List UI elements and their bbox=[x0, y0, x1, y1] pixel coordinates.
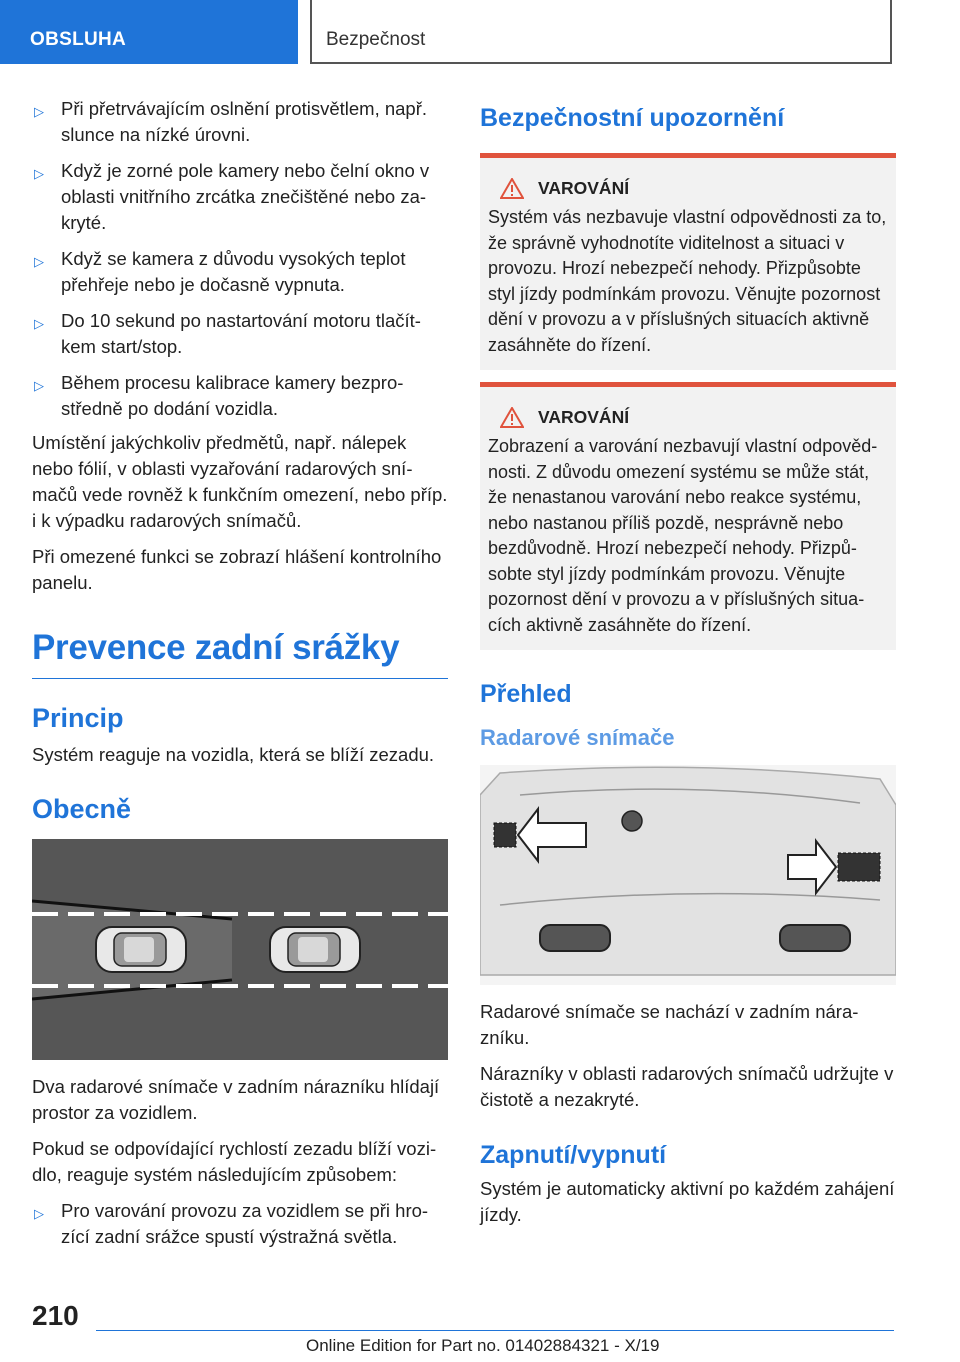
list-item: ▷ Při přetrvávajícím oslnění protisvětlem, např. slunce na nízké úrovni. bbox=[34, 98, 428, 145]
subheading-prehled: Přehled bbox=[480, 680, 572, 708]
condition-list bbox=[32, 96, 448, 422]
warning-title: VAROVÁNÍ bbox=[538, 178, 630, 198]
body-paragraph: Systém reaguje na vozidla, která se blíží zezadu. bbox=[32, 744, 435, 765]
body-paragraph: Radarové snímače se nachází v zadním nárazníku. bbox=[480, 1001, 859, 1048]
warning-triangle-icon bbox=[500, 407, 524, 428]
right-column bbox=[480, 104, 896, 1238]
body-paragraph: Dva radarové snímače v zadním nárazníku hlídají prostor za vozidlem. bbox=[32, 1076, 440, 1123]
edition-note: Online Edition for Part no. 01402884321 - X/19 bbox=[306, 1336, 660, 1355]
page-number: 210 bbox=[32, 1300, 79, 1331]
list-item: ▷ Pro varování provozu za vozidlem se při hrozící zadní srážce spustí výstražná světla. bbox=[34, 1200, 429, 1247]
warning-box bbox=[480, 153, 896, 370]
rear-collision-illustration bbox=[32, 839, 448, 1060]
body-paragraph: Umístění jakýchkoliv předmětů, např. nálepek nebo fólií, v oblasti vyzařování radarových snímačů vede rovněž k funkčním omezení, nebo příp. i k výpadku radarových snímačů. bbox=[32, 432, 448, 531]
triangle-bullet-icon: ▷ bbox=[34, 254, 44, 269]
body-paragraph: Systém je automaticky aktivní po každém zahájení jízdy. bbox=[480, 1178, 895, 1225]
warning-text: Systém vás nezbavuje vlastní odpovědnosti za to, že správně vyhodnotíte viditelnost a situaci v provozu. Hrozí nebezpečí nehody. Přizpůsobte styl jízdy podmínkám provozu. Věnujte pozornost dění v provozu a v příslušných situacích aktivně zasáhněte do řízení. bbox=[488, 207, 887, 355]
body-paragraph: Pokud se odpovídající rychlostí zezadu blíží vozidlo, reaguje systém následujícím způsobem: bbox=[32, 1138, 437, 1185]
subheading-radar: Radarové snímače bbox=[480, 725, 675, 750]
subheading-safety: Bezpečnostní upozornění bbox=[480, 104, 785, 132]
section-heading: Prevence zadní srážky bbox=[32, 628, 448, 679]
triangle-bullet-icon: ▷ bbox=[34, 316, 44, 331]
warning-box bbox=[480, 382, 896, 650]
triangle-bullet-icon: ▷ bbox=[34, 378, 44, 393]
subheading-zapnuti: Zapnutí/vypnutí bbox=[480, 1141, 667, 1169]
warning-text: Zobrazení a varování nezbavují vlastní odpovědnosti. Z důvodu omezení systému se může stát, že nenastanou varování nebo reakce systému, nebo nastanou příliš pozdě, nesprávně nebo bezdůvodně. Hrozí nebezpečí nehody. Přizpůsobte styl jízdy podmínkám provozu. Věnujte pozornost dění v provozu a v příslušných situacích aktivně zasáhněte do řízení. bbox=[488, 436, 878, 635]
section-tab: OBSLUHA bbox=[0, 0, 298, 64]
reaction-list bbox=[32, 1198, 448, 1250]
chapter-title: Bezpečnost bbox=[310, 0, 892, 64]
warning-title: VAROVÁNÍ bbox=[538, 407, 630, 427]
list-item: ▷ Když se kamera z důvodu vysokých teplot přehřeje nebo je dočasně vypnuta. bbox=[34, 248, 406, 295]
triangle-bullet-icon: ▷ bbox=[34, 1206, 44, 1221]
subheading-obecne: Obecně bbox=[32, 794, 132, 824]
left-column bbox=[32, 96, 448, 1260]
body-paragraph: Nárazníky v oblasti radarových snímačů udržujte v čistotě a nezakryté. bbox=[480, 1063, 894, 1110]
subheading-princip: Princip bbox=[32, 703, 124, 733]
car-rear-radar-photo bbox=[480, 765, 896, 985]
triangle-bullet-icon: ▷ bbox=[34, 104, 44, 119]
list-item: ▷ Během procesu kalibrace kamery bezprostředně po dodání vozidla. bbox=[34, 372, 404, 419]
body-paragraph: Při omezené funkci se zobrazí hlášení kontrolního panelu. bbox=[32, 546, 442, 593]
footer-divider bbox=[96, 1330, 894, 1331]
triangle-bullet-icon: ▷ bbox=[34, 166, 44, 181]
list-item: ▷ Do 10 sekund po nastartování motoru tlačítkem start/stop. bbox=[34, 310, 421, 357]
warning-triangle-icon bbox=[500, 178, 524, 199]
list-item: ▷ Když je zorné pole kamery nebo čelní okno v oblasti vnitřního zrcátka znečištěné nebo zakryté. bbox=[34, 160, 430, 233]
